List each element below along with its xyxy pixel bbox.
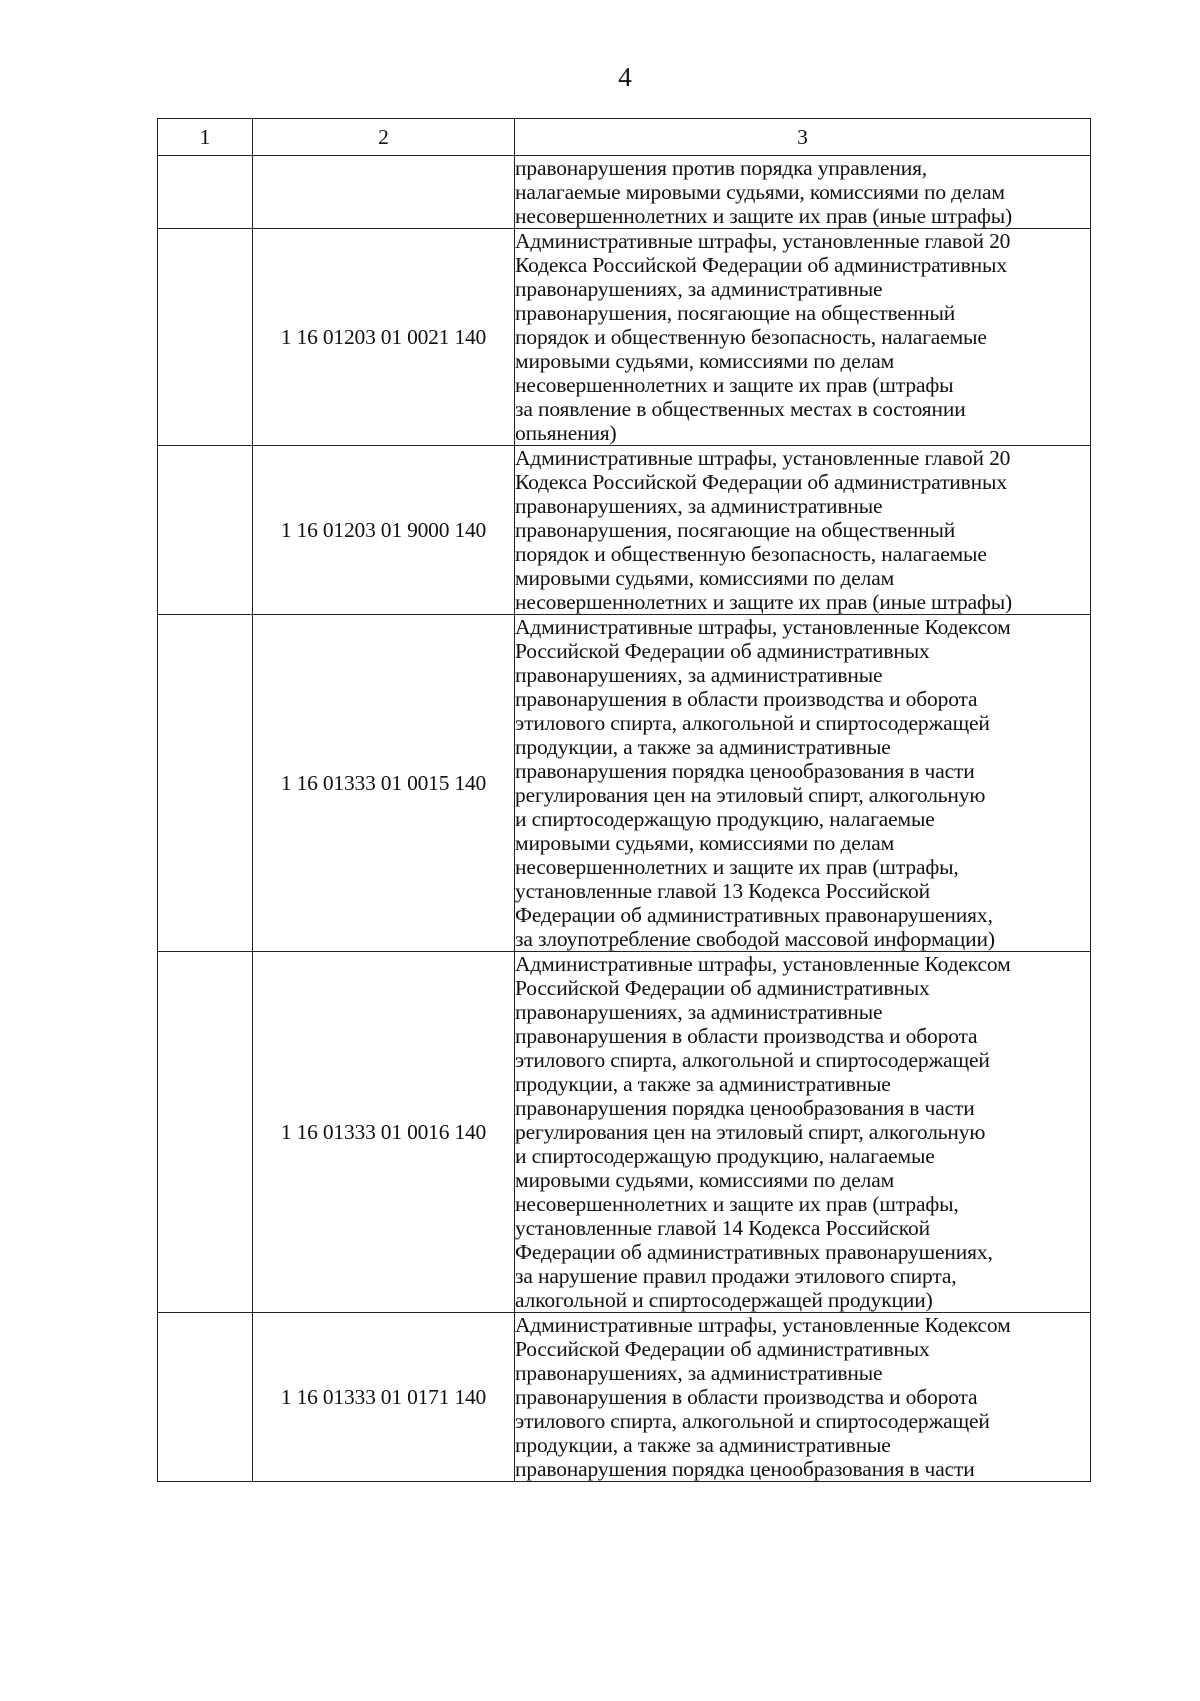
row-number-cell (158, 952, 253, 1313)
table-row (158, 156, 1091, 229)
description-cell: правонарушения против порядка управления, налагаемые мировыми судьями, комиссиями по делам несовершеннолетних и защите их прав (иные штрафы) (515, 156, 1091, 229)
description-cell: Административные штрафы, установленные Кодексом Российской Федерации об административных правонарушениях, за административные правонарушения в области производства и оборота этилового спирта, алкогольной и спиртосодержащей продукции, а также за административные правонарушения порядка ценообразования в части (515, 1313, 1091, 1482)
column-header-2: 2 (253, 119, 515, 156)
budget-codes-table (157, 118, 1091, 1482)
column-header-1: 1 (158, 119, 253, 156)
row-number-cell (158, 229, 253, 446)
code-cell: 1 16 01333 01 0171 140 (253, 1313, 515, 1482)
code-cell: 1 16 01333 01 0015 140 (253, 615, 515, 952)
code-cell: 1 16 01203 01 9000 140 (253, 446, 515, 615)
table-row (158, 229, 1091, 446)
table-row (158, 952, 1091, 1313)
row-number-cell (158, 156, 253, 229)
table-row (158, 1313, 1091, 1482)
table-row (158, 615, 1091, 952)
description-cell: Административные штрафы, установленные Кодексом Российской Федерации об административных правонарушениях, за административные правонарушения в области производства и оборота этилового спирта, алкогольной и спиртосодержащей продукции, а также за административные правонарушения порядка ценообразования в части регулирования цен на этиловый спирт, алкогольную и спиртосодержащую продукцию, налагаемые мировыми судьями, комиссиями по делам несовершеннолетних и защите их прав (штрафы, установленные главой 13 Кодекса Российской Федерации об административных правонарушениях, за злоупотребление свободой массовой информации) (515, 615, 1091, 952)
code-cell: 1 16 01333 01 0016 140 (253, 952, 515, 1313)
description-cell: Административные штрафы, установленные Кодексом Российской Федерации об административных правонарушениях, за административные правонарушения в области производства и оборота этилового спирта, алкогольной и спиртосодержащей продукции, а также за административные правонарушения порядка ценообразования в части регулирования цен на этиловый спирт, алкогольную и спиртосодержащую продукцию, налагаемые мировыми судьями, комиссиями по делам несовершеннолетних и защите их прав (штрафы, установленные главой 14 Кодекса Российской Федерации об административных правонарушениях, за нарушение правил продажи этилового спирта, алкогольной и спиртосодержащей продукции) (515, 952, 1091, 1313)
row-number-cell (158, 1313, 253, 1482)
description-cell: Административные штрафы, установленные главой 20 Кодекса Российской Федерации об административных правонарушениях, за административные правонарушения, посягающие на общественный порядок и общественную безопасность, налагаемые мировыми судьями, комиссиями по делам несовершеннолетних и защите их прав (штрафы за появление в общественных местах в состоянии опьянения) (515, 229, 1091, 446)
code-cell (253, 156, 515, 229)
table-header-row (158, 119, 1091, 156)
column-header-3: 3 (515, 119, 1091, 156)
table-row (158, 446, 1091, 615)
row-number-cell (158, 446, 253, 615)
description-cell: Административные штрафы, установленные главой 20 Кодекса Российской Федерации об административных правонарушениях, за административные правонарушения, посягающие на общественный порядок и общественную безопасность, налагаемые мировыми судьями, комиссиями по делам несовершеннолетних и защите их прав (иные штрафы) (515, 446, 1091, 615)
page-number: 4 (618, 62, 632, 92)
code-cell: 1 16 01203 01 0021 140 (253, 229, 515, 446)
row-number-cell (158, 615, 253, 952)
